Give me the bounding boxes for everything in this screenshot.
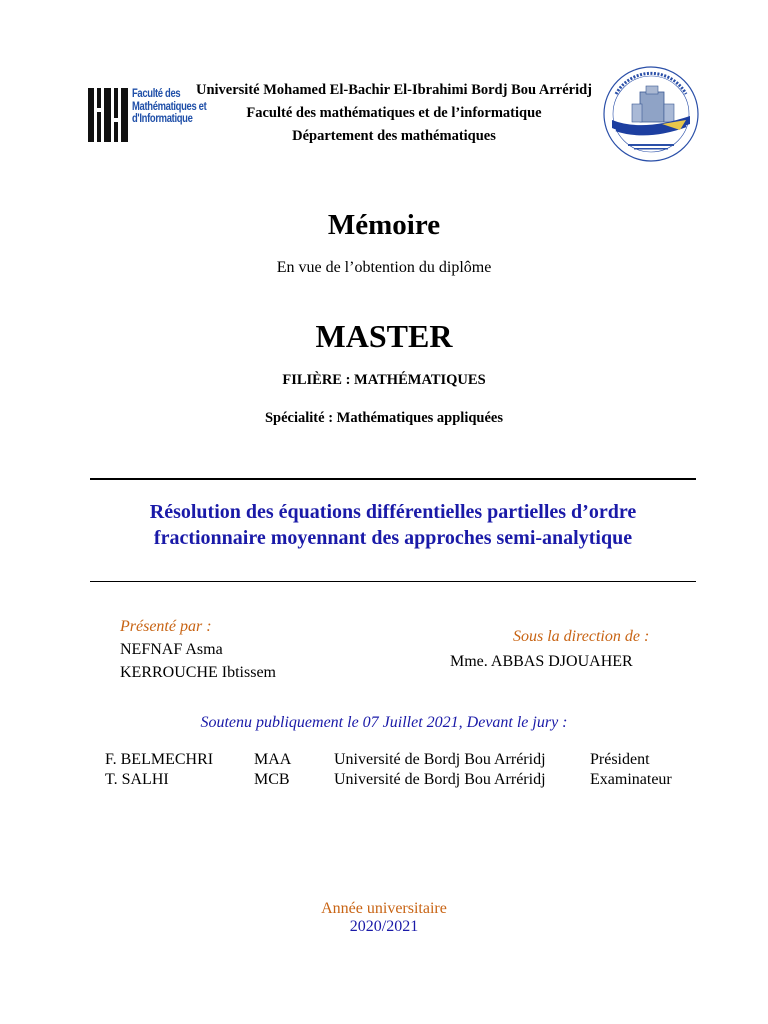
fmi-logo-icon: [88, 86, 130, 144]
academic-year-label: Année universitaire: [321, 900, 447, 917]
jury-role: Président: [590, 751, 650, 768]
supervisor-name: Mme. ABBAS DJOUAHER: [450, 653, 633, 670]
filiere: FILIÈRE : MATHÉMATIQUES: [282, 372, 486, 388]
presented-by-label: Présenté par :: [120, 618, 212, 635]
divider-bottom: [90, 581, 696, 582]
university-name: Université Mohamed El-Bachir El-Ibrahimi Bordj Bou Arréridj: [195, 82, 593, 98]
defense-statement: Soutenu publiquement le 07 Juillet 2021, Devant le jury :: [200, 714, 568, 731]
university-seal-icon: [602, 64, 700, 164]
degree-title: MASTER: [315, 318, 453, 354]
thesis-title-line: Résolution des équations différentielles partielles d’ordre: [149, 501, 637, 523]
divider-top: [90, 478, 696, 480]
jury-institution: Université de Bordj Bou Arréridj: [334, 771, 546, 788]
faculty-logo-line: d'Informatique: [132, 113, 193, 125]
jury-name: F. BELMECHRI: [105, 751, 214, 768]
jury-grade: MCB: [254, 771, 290, 788]
student-name: NEFNAF Asma: [120, 641, 223, 658]
jury-name: T. SALHI: [105, 771, 169, 788]
jury-institution: Université de Bordj Bou Arréridj: [334, 751, 546, 768]
faculty-name: Faculté des mathématiques et de l’informatique: [246, 105, 542, 121]
faculty-logo-text: [132, 88, 207, 126]
document-type: Mémoire: [327, 209, 441, 241]
academic-year-value: 2020/2021: [349, 918, 419, 935]
document-purpose: En vue de l’obtention du diplôme: [276, 259, 492, 276]
faculty-logo-line: Faculté des: [132, 88, 181, 100]
department-name: Département des mathématiques: [292, 128, 496, 144]
specialite: Spécialité : Mathématiques appliquées: [264, 410, 504, 426]
jury-grade: MAA: [254, 751, 292, 768]
faculty-logo: [88, 86, 207, 146]
student-name: KERROUCHE Ibtissem: [120, 664, 276, 681]
jury-role: Examinateur: [590, 771, 672, 788]
thesis-title-line: fractionnaire moyennant des approches semi-analytique: [153, 527, 633, 549]
supervision-label: Sous la direction de :: [513, 628, 650, 645]
faculty-logo-line: Mathématiques et: [132, 100, 207, 113]
thesis-title: [90, 499, 696, 551]
